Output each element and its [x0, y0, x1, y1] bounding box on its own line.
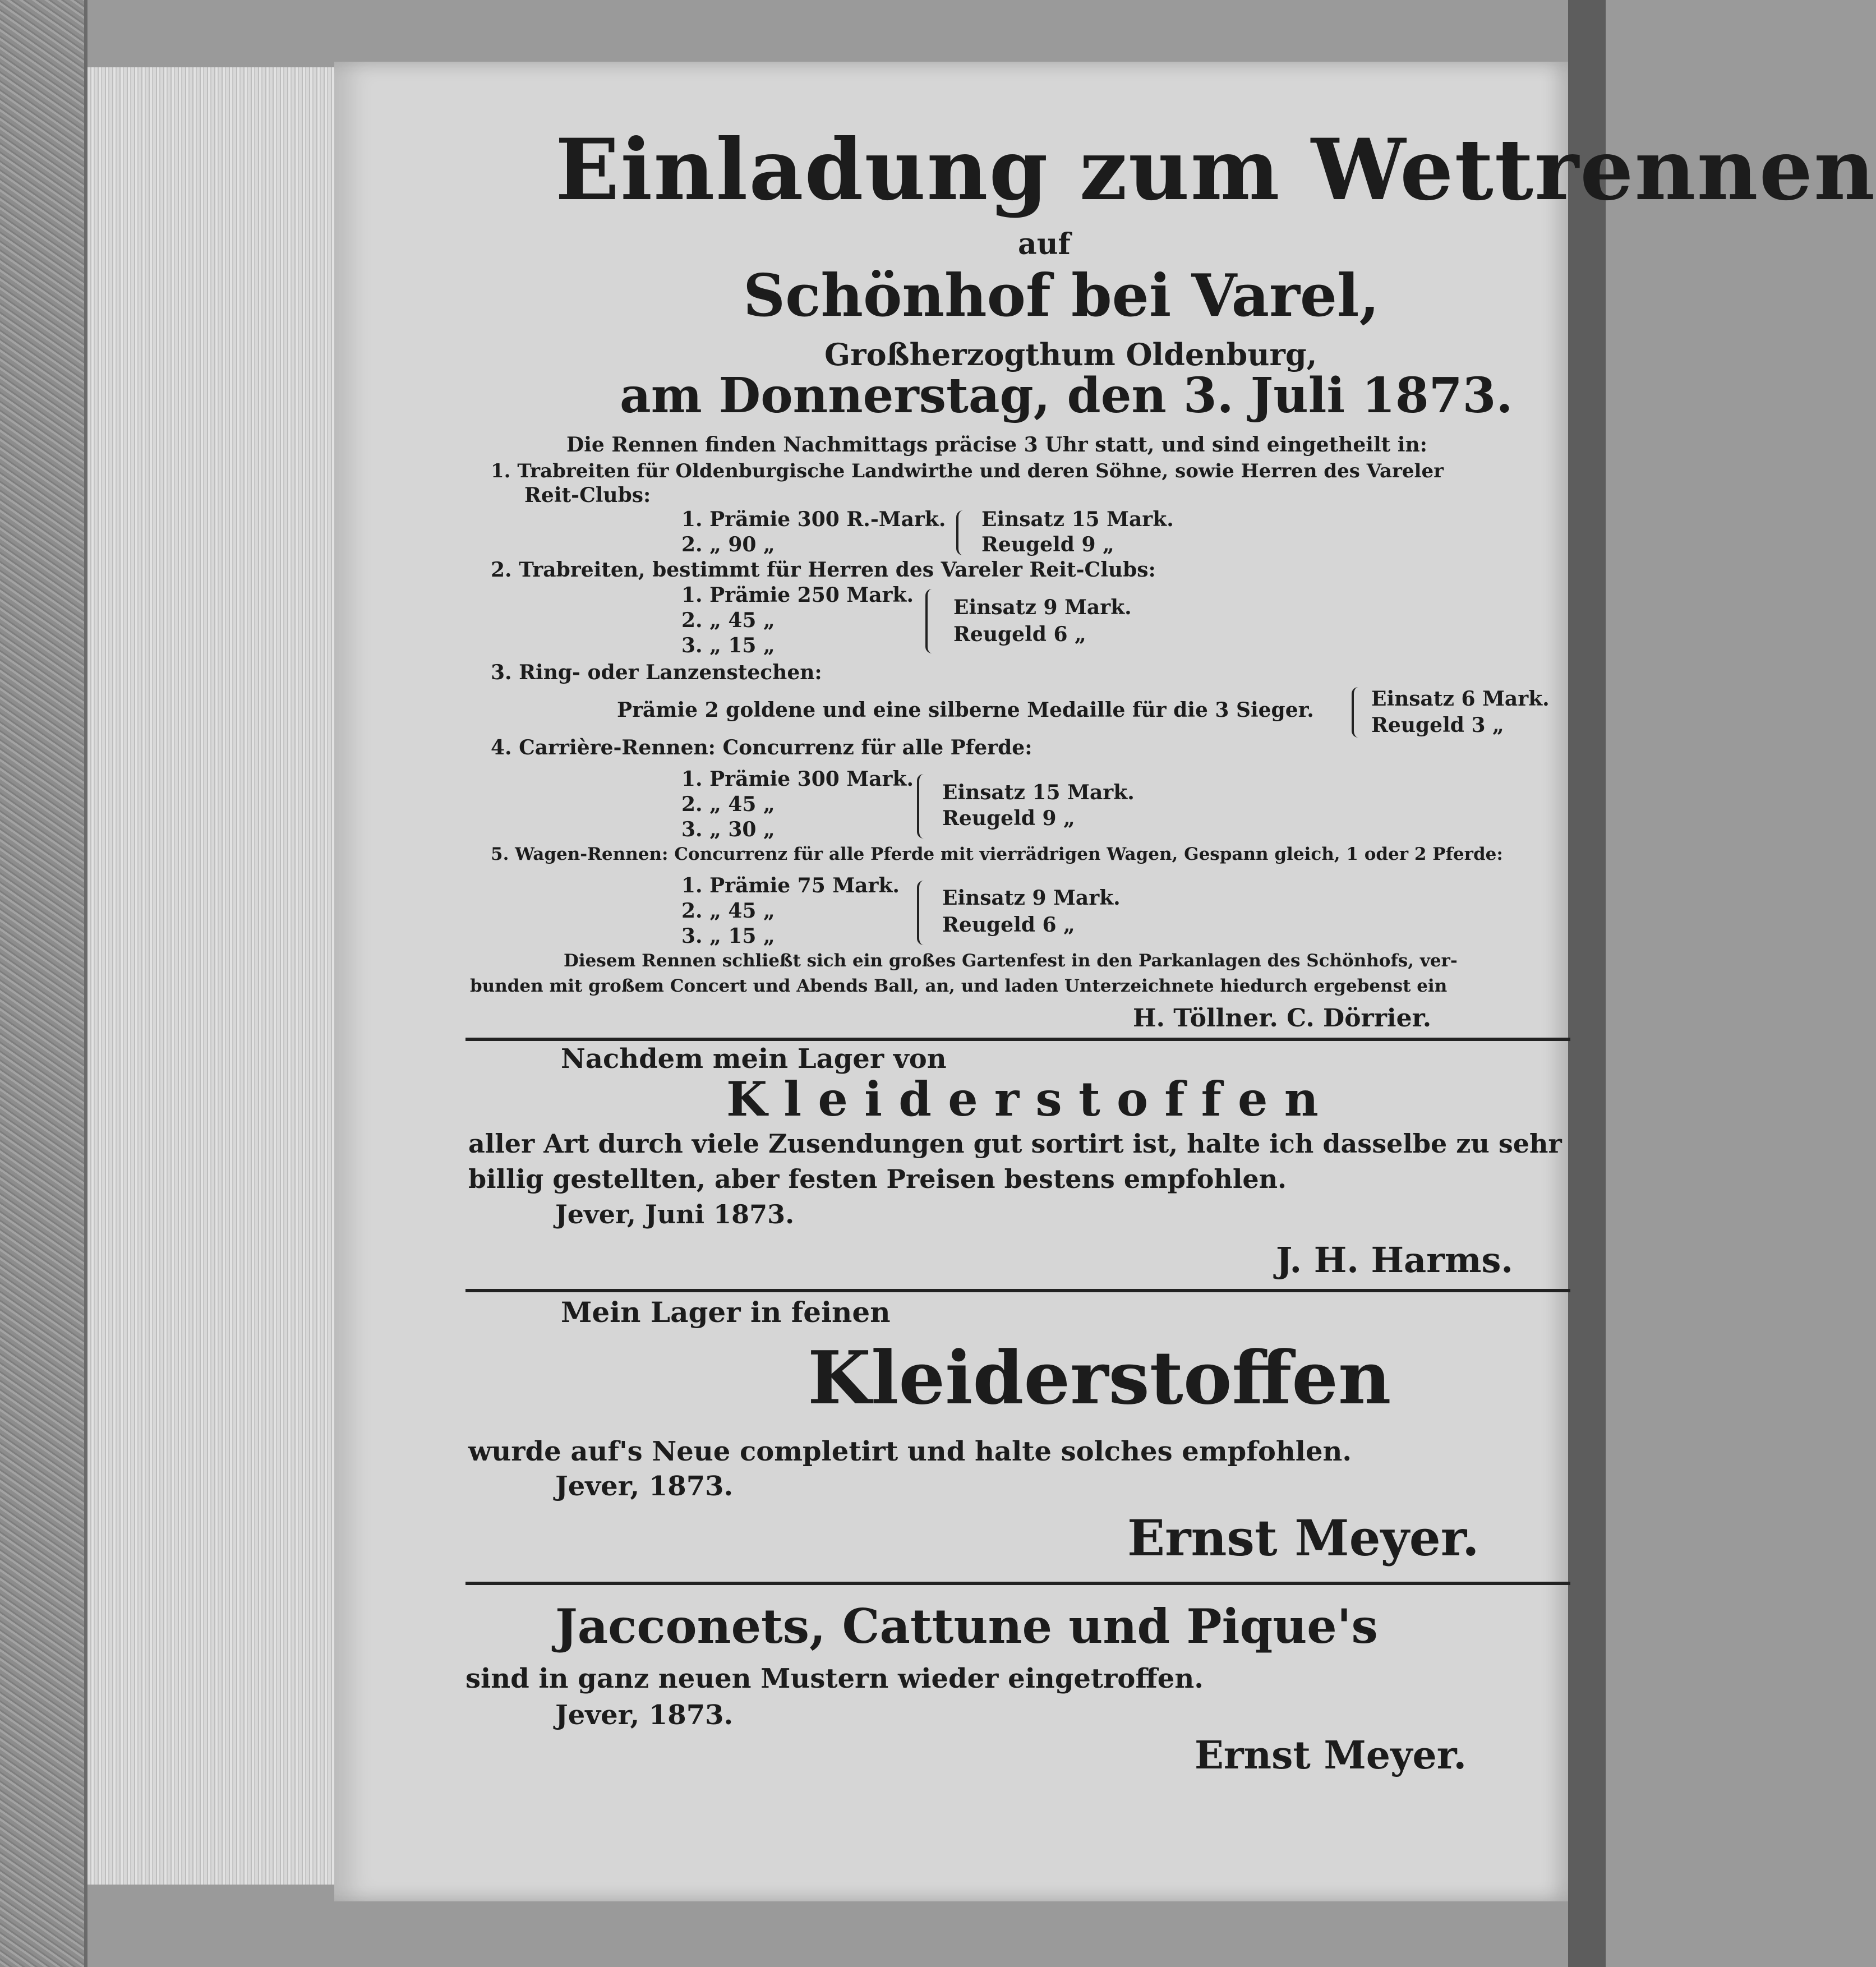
ad1-signature: H. Töllner. C. Dörrier. — [1133, 1004, 1432, 1033]
race2-prize-2: 2. „ 45 „ — [681, 609, 775, 632]
race2-fee-1: Einsatz 9 Mark. — [953, 596, 1132, 619]
race1-fee-2: Reugeld 9 „ — [981, 533, 1114, 556]
race5-fee-1: Einsatz 9 Mark. — [942, 886, 1121, 910]
race2-brace — [925, 589, 938, 653]
race3-fee-2: Reugeld 3 „ — [1371, 713, 1504, 737]
race1-prize-2: 2. „ 90 „ — [681, 533, 775, 556]
race4-prize-3: 3. „ 30 „ — [681, 818, 775, 841]
race5-prize-3: 3. „ 15 „ — [681, 924, 775, 948]
race1-heading-cont: Reit-Clubs: — [524, 483, 651, 507]
divider-3 — [465, 1582, 1570, 1585]
race5-heading: 5. Wagen-Rennen: Concurrenz für alle Pferde mit vierrädrigen Wagen, Gespann gleich, 1 oder 2 Pferde: — [491, 844, 1503, 864]
race2-prize-3: 3. „ 15 „ — [681, 634, 775, 657]
race4-fee-1: Einsatz 15 Mark. — [942, 781, 1135, 804]
ad1-closing-1: Diesem Rennen schließt sich ein großes Gartenfest in den Parkanlagen des Schönhofs, ver- — [564, 951, 1458, 971]
race4-prize-1: 1. Prämie 300 Mark. — [681, 767, 914, 791]
page-stack-edge — [87, 67, 336, 1885]
race3-prize: Prämie 2 goldene und eine silberne Medaille für die 3 Sieger. — [617, 698, 1314, 722]
ad1-title: Einladung zum Wettrennen — [555, 121, 1876, 219]
race2-prize-1: 1. Prämie 250 Mark. — [681, 583, 914, 607]
ad1-intro: Die Rennen finden Nachmittags präcise 3 Uhr statt, und sind eingetheilt in: — [566, 433, 1427, 457]
race4-fee-2: Reugeld 9 „ — [942, 807, 1075, 830]
ad4-place: Jever, 1873. — [555, 1699, 734, 1731]
race1-prize-1: 1. Prämie 300 R.-Mark. — [681, 508, 946, 531]
race4-brace — [917, 774, 929, 839]
race1-heading: 1. Trabreiten für Oldenburgische Landwirthe und deren Söhne, sowie Herren des Vareler — [491, 460, 1444, 482]
race3-heading: 3. Ring- oder Lanzenstechen: — [491, 661, 822, 684]
ad1-closing-2: bunden mit großem Concert und Abends Ball, an, und laden Unterzeichnete hiedurch ergebenst ein — [470, 976, 1448, 996]
race4-heading: 4. Carrière-Rennen: Concurrenz für alle Pferde: — [491, 736, 1033, 759]
ad4-headline: Jacconets, Cattune und Pique's — [555, 1599, 1378, 1654]
race4-prize-2: 2. „ 45 „ — [681, 793, 775, 816]
race5-prize-2: 2. „ 45 „ — [681, 899, 775, 923]
race1-brace — [956, 510, 969, 555]
race3-fee-1: Einsatz 6 Mark. — [1371, 687, 1550, 711]
ad4-line-1: sind in ganz neuen Mustern wieder eingetroffen. — [465, 1663, 1204, 1694]
book-cover — [0, 0, 87, 1967]
ad3-signature: Ernst Meyer. — [1127, 1509, 1479, 1567]
ad3-headline: Kleiderstoffen — [808, 1335, 1391, 1421]
race3-brace — [1352, 687, 1364, 738]
divider-1 — [465, 1038, 1570, 1041]
ad1-date: am Donnerstag, den 3. Juli 1873. — [620, 367, 1513, 424]
scan-border — [1568, 0, 1606, 1967]
ad2-line-1: Nachdem mein Lager von — [561, 1043, 947, 1075]
ad2-headline: K l e i d e r s t o f f e n — [726, 1071, 1319, 1127]
ad3-line-1: Mein Lager in feinen — [561, 1296, 891, 1329]
race1-fee-1: Einsatz 15 Mark. — [981, 508, 1174, 531]
race5-brace — [917, 881, 929, 945]
ad3-place: Jever, 1873. — [555, 1471, 734, 1502]
ad2-place: Jever, Juni 1873. — [555, 1199, 795, 1229]
ad2-signature: J. H. Harms. — [1276, 1240, 1513, 1280]
race5-fee-2: Reugeld 6 „ — [942, 913, 1075, 937]
ad1-place: Schönhof bei Varel, — [743, 261, 1380, 330]
divider-2 — [465, 1289, 1570, 1292]
ad3-line-2: wurde auf's Neue completirt und halte solches empfohlen. — [468, 1436, 1352, 1467]
race2-heading: 2. Trabreiten, bestimmt für Herren des Vareler Reit-Clubs: — [491, 558, 1156, 582]
ad4-signature: Ernst Meyer. — [1195, 1733, 1467, 1778]
ad2-line-3: billig gestellten, aber festen Preisen bestens empfohlen. — [468, 1164, 1287, 1194]
ad2-line-2: aller Art durch viele Zusendungen gut sortirt ist, halte ich dasselbe zu sehr — [468, 1128, 1562, 1159]
ad1-auf: auf — [1018, 227, 1071, 261]
race5-prize-1: 1. Prämie 75 Mark. — [681, 874, 900, 897]
ad1-region: Großherzogthum Oldenburg, — [824, 337, 1317, 372]
race2-fee-2: Reugeld 6 „ — [953, 623, 1086, 646]
